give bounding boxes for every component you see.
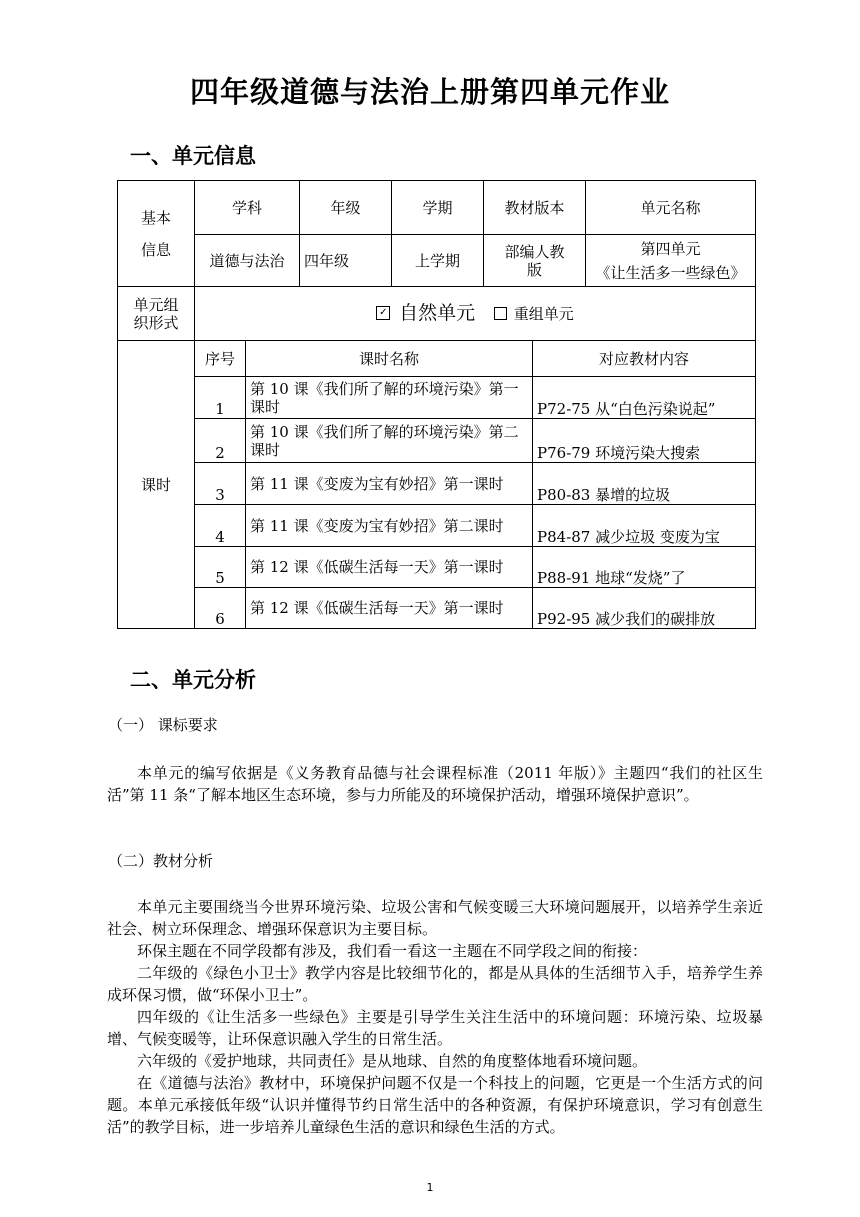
lesson-no: 1 (195, 377, 246, 419)
header-term: 学期 (392, 181, 484, 235)
value-grade: 四年级 (300, 235, 392, 287)
checked-checkbox-icon[interactable]: ✓ (376, 306, 390, 320)
sub-heading-curriculum: （一） 课标要求 (108, 716, 218, 734)
section-heading-unit-info: 一、单元信息 (130, 144, 256, 168)
lesson-name: 第 12 课《低碳生活每一天》第一课时 (246, 547, 533, 588)
header-unit-name: 单元名称 (586, 181, 756, 235)
lesson-content: P72-75 从“白色污染说起” (533, 377, 756, 419)
paragraph: 四年级的《让生活多一些绿色》主要是引导学生关注生活中的环境问题：环境污染、垃圾暴增、气候变暖等，让环保意识融入学生的日常生活。 (107, 1008, 763, 1048)
lesson-no: 5 (195, 547, 246, 588)
basic-info-label: 基本 信息 (118, 181, 195, 287)
paragraph-curriculum: 本单元的编写依据是《义务教育品德与社会课程标准（2011 年版）》主题四“我们的社区生活”第 11 条“了解本地区生态环境，参与力所能及的环境保护活动，增强环境保护意识”。 (107, 764, 763, 804)
regroup-unit-label: 重组单元 (513, 305, 574, 323)
lesson-no: 2 (195, 419, 246, 463)
table-row (118, 505, 756, 547)
lesson-no: 4 (195, 505, 246, 547)
header-grade: 年级 (300, 181, 392, 235)
lesson-name: 第 12 课《低碳生活每一天》第一课时 (246, 588, 533, 629)
paragraph: 环保主题在不同学段都有涉及，我们看一看这一主题在不同学段之间的衔接： (137, 942, 648, 960)
org-form-options (195, 287, 756, 341)
section-heading-unit-analysis: 二、单元分析 (130, 668, 256, 692)
table-row (118, 463, 756, 505)
lesson-header-name: 课时名称 (246, 341, 533, 377)
lesson-content: P76-79 环境污染大搜索 (533, 419, 756, 463)
header-edition: 教材版本 (484, 181, 586, 235)
sub-heading-textbook: （二）教材分析 (108, 852, 214, 870)
lesson-name: 第 11 课《变废为宝有妙招》第一课时 (246, 463, 533, 505)
unit-info-table (117, 180, 756, 629)
lesson-content: P88-91 地球“发烧”了 (533, 547, 756, 588)
paragraph-textbook (107, 896, 763, 1138)
document-title: 四年级道德与法治上册第四单元作业 (189, 75, 670, 109)
lesson-content: P92-95 减少我们的碳排放 (533, 588, 756, 629)
value-edition: 部编人教版 (484, 235, 586, 287)
lesson-content: P80-83 暴增的垃圾 (533, 463, 756, 505)
value-unit-name: 第四单元 《让生活多一些绿色》 (586, 235, 756, 287)
table-row (118, 547, 756, 588)
table-row (118, 588, 756, 629)
lesson-header-content: 对应教材内容 (533, 341, 756, 377)
paragraph: 二年级的《绿色小卫士》教学内容是比较细节化的，都是从具体的生活细节入手，培养学生养成环保习惯，做“环保小卫士”。 (107, 964, 763, 1004)
lesson-content: P84-87 减少垃圾 变废为宝 (533, 505, 756, 547)
lesson-no: 3 (195, 463, 246, 505)
value-term: 上学期 (392, 235, 484, 287)
header-subject: 学科 (195, 181, 300, 235)
natural-unit-label: 自然单元 (399, 302, 476, 324)
lesson-no: 6 (195, 588, 246, 629)
value-subject: 道德与法治 (195, 235, 300, 287)
paragraph: 本单元主要围绕当今世界环境污染、垃圾公害和气候变暖三大环境问题展开，以培养学生亲近社会、树立环保理念、增强环保意识为主要目标。 (107, 898, 763, 938)
page-number: 1 (426, 1181, 434, 1194)
lesson-label: 课时 (118, 341, 195, 629)
lesson-name: 第 10 课《我们所了解的环境污染》第二课时 (246, 419, 533, 463)
org-form-label: 单元组 织形式 (118, 287, 195, 341)
table-row (118, 377, 756, 419)
lesson-name: 第 11 课《变废为宝有妙招》第二课时 (246, 505, 533, 547)
lesson-header-no: 序号 (195, 341, 246, 377)
lesson-name: 第 10 课《我们所了解的环境污染》第一课时 (246, 377, 533, 419)
unchecked-checkbox-icon[interactable] (494, 307, 507, 320)
table-row (118, 419, 756, 463)
paragraph: 六年级的《爱护地球，共同责任》是从地球、自然的角度整体地看环境问题。 (137, 1052, 648, 1070)
paragraph: 在《道德与法治》教材中，环境保护问题不仅是一个科技上的问题，它更是一个生活方式的问题。本单元承接低年级“认识并懂得节约日常生活中的各种资源，有保护环境意识，学习有创意生活”的教学目标，进一步培养儿童绿色生活的意识和绿色生活的方式。 (107, 1074, 763, 1136)
